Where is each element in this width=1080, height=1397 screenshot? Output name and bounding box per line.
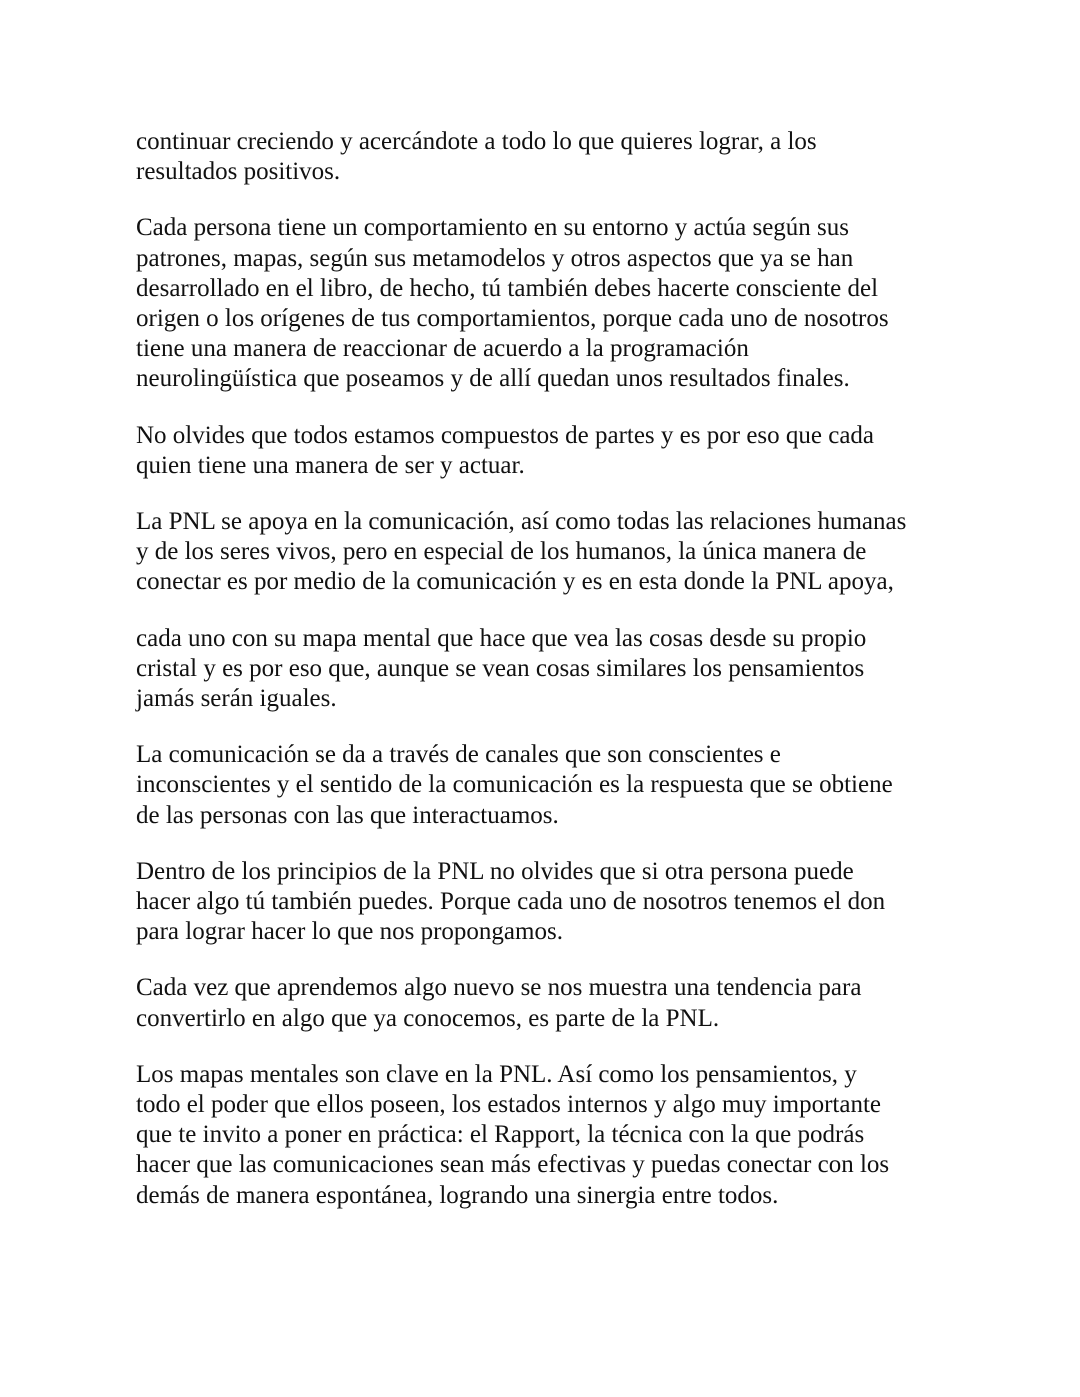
- paragraph-2: [136, 213, 956, 394]
- paragraph-line: resultados positivos.: [136, 158, 341, 186]
- paragraph-line: todo el poder que ellos poseen, los estados internos y algo muy importante: [136, 1091, 881, 1119]
- paragraph-5: [136, 624, 956, 715]
- paragraph-line: inconscientes y el sentido de la comunicación es la respuesta que se obtiene: [136, 771, 893, 799]
- paragraph-line: convertirlo en algo que ya conocemos, es parte de la PNL.: [136, 1004, 720, 1032]
- paragraph-4: [136, 507, 956, 598]
- paragraph-line: demás de manera espontánea, logrando una sinergia entre todos.: [136, 1181, 779, 1209]
- paragraph-6: [136, 740, 956, 831]
- paragraph-line: Dentro de los principios de la PNL no olvides que si otra persona puede: [136, 857, 854, 885]
- paragraph-line: Cada vez que aprendemos algo nuevo se nos muestra una tendencia para: [136, 974, 862, 1002]
- paragraph-line: y de los seres vivos, pero en especial de los humanos, la única manera de: [136, 538, 867, 566]
- paragraph-1: [136, 127, 956, 187]
- paragraph-line: patrones, mapas, según sus metamodelos y otros aspectos que ya se han: [136, 244, 854, 272]
- paragraph-line: quien tiene una manera de ser y actuar.: [136, 451, 525, 479]
- paragraph-line: No olvides que todos estamos compuestos de partes y es por eso que cada: [136, 421, 875, 449]
- paragraph-line: La comunicación se da a través de canales que son conscientes e: [136, 741, 781, 769]
- paragraph-line: hacer algo tú también puedes. Porque cada uno de nosotros tenemos el don: [136, 888, 886, 916]
- paragraph-9: [136, 1060, 956, 1211]
- paragraph-line: Cada persona tiene un comportamiento en su entorno y actúa según sus: [136, 214, 850, 242]
- paragraph-line: que te invito a poner en práctica: el Rapport, la técnica con la que podrás: [136, 1121, 865, 1149]
- paragraph-line: cristal y es por eso que, aunque se vean cosas similares los pensamientos: [136, 654, 865, 682]
- paragraph-line: tiene una manera de reaccionar de acuerdo a la programación: [136, 335, 749, 363]
- paragraph-line: origen o los orígenes de tus comportamientos, porque cada uno de nosotros: [136, 305, 889, 333]
- paragraph-line: hacer que las comunicaciones sean más efectivas y puedas conectar con los: [136, 1151, 890, 1179]
- paragraph-line: conectar es por medio de la comunicación y es en esta donde la PNL apoya,: [136, 568, 894, 596]
- paragraph-line: de las personas con las que interactuamos.: [136, 801, 559, 829]
- paragraph-line: continuar creciendo y acercándote a todo lo que quieres lograr, a los: [136, 128, 817, 155]
- paragraph-7: [136, 857, 956, 948]
- document-body: [136, 127, 956, 1237]
- paragraph-line: Los mapas mentales son clave en la PNL. Así como los pensamientos, y: [136, 1060, 857, 1088]
- paragraph-3: [136, 421, 956, 481]
- paragraph-line: desarrollado en el libro, de hecho, tú también debes hacerte consciente del: [136, 274, 879, 302]
- paragraph-line: neurolingüística que poseamos y de allí quedan unos resultados finales.: [136, 365, 850, 393]
- paragraph-line: La PNL se apoya en la comunicación, así como todas las relaciones humanas: [136, 508, 907, 536]
- paragraph-line: cada uno con su mapa mental que hace que vea las cosas desde su propio: [136, 624, 867, 652]
- paragraph-8: [136, 973, 956, 1033]
- paragraph-line: para lograr hacer lo que nos propongamos.: [136, 918, 563, 946]
- paragraph-line: jamás serán iguales.: [136, 685, 337, 713]
